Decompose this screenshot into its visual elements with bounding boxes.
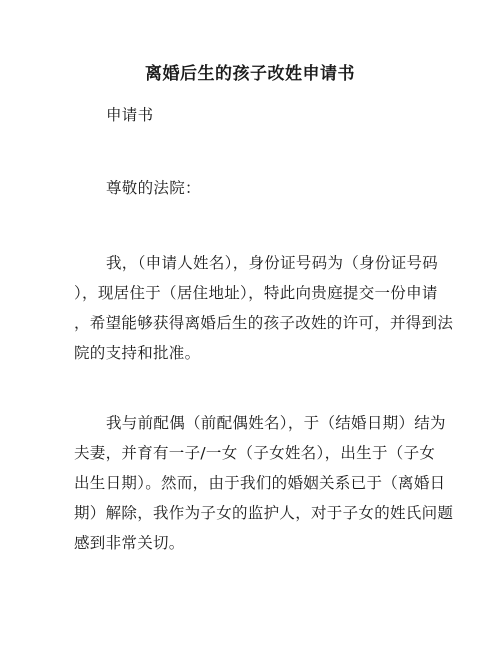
paragraph-line: ），现居住于（居住地址），特此向贵庭提交一份申请 bbox=[74, 284, 438, 302]
paragraph-line: 出生日期）。然而，由于我们的婚姻关系已于（离婚日 bbox=[74, 474, 446, 492]
paragraph-line: 夫妻，并育有一子/一女（子女姓名），出生于（子女 bbox=[74, 444, 436, 462]
document-title: 离婚后生的孩子改姓申请书 bbox=[145, 64, 355, 84]
paragraph-line: 感到非常关切。 bbox=[74, 534, 185, 552]
salutation: 尊敬的法院： bbox=[106, 179, 201, 197]
paragraph-line: 我与前配偶（前配偶姓名），于（结婚日期）结为 bbox=[106, 414, 446, 432]
paragraph-line: ，希望能够获得离婚后生的孩子改姓的许可，并得到法 bbox=[74, 314, 454, 332]
document-heading: 申请书 bbox=[106, 106, 154, 124]
paragraph-line: 我，（申请人姓名），身份证号码为（身份证号码 bbox=[106, 254, 439, 272]
paragraph-line: 院的支持和批准。 bbox=[74, 344, 201, 362]
paragraph-line: 期）解除，我作为子女的监护人，对于子女的姓氏问题 bbox=[74, 504, 454, 522]
